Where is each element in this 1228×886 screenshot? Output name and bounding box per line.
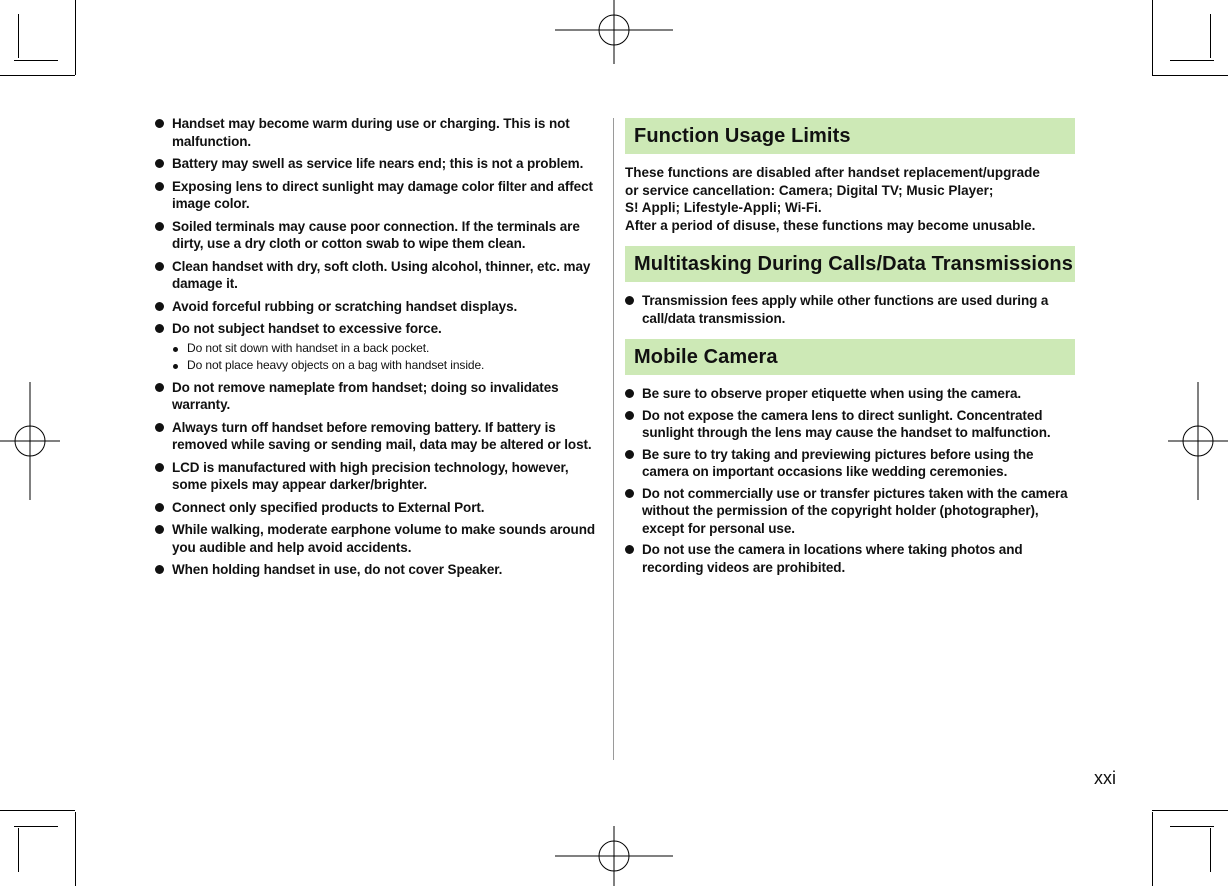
paragraph-line: or service cancellation: Camera; Digital TV; Music Player; <box>625 182 994 198</box>
list-item: Clean handset with dry, soft cloth. Using alcohol, thinner, etc. may damage it. <box>155 258 595 293</box>
list-item: Battery may swell as service life nears end; this is not a problem. <box>155 155 595 173</box>
sub-list-item: Do not place heavy objects on a bag with handset inside. <box>172 357 595 374</box>
precautions-list <box>155 115 595 579</box>
bullet-icon <box>155 119 164 128</box>
registration-mark-left <box>0 382 60 500</box>
list-item: Connect only specified products to External Port. <box>155 499 595 517</box>
function-usage-paragraph <box>625 164 1075 234</box>
left-column <box>155 115 595 584</box>
bullet-icon <box>155 463 164 472</box>
section-heading-multitasking: Multitasking During Calls/Data Transmissions <box>625 246 1075 282</box>
bullet-icon <box>155 262 164 271</box>
list-item: Transmission fees apply while other functions are used during a call/data transmission. <box>625 292 1075 327</box>
crop-mark <box>1152 812 1153 886</box>
list-item: Soiled terminals may cause poor connection. If the terminals are dirty, use a dry cloth or cotton swab to wipe them clean. <box>155 218 595 253</box>
sub-list-item: Do not sit down with handset in a back pocket. <box>172 340 595 357</box>
small-bullet-icon <box>173 364 178 369</box>
bullet-icon <box>155 302 164 311</box>
list-item: While walking, moderate earphone volume to make sounds around you audible and help avoid accidents. <box>155 521 595 556</box>
list-item: When holding handset in use, do not cover Speaker. <box>155 561 595 579</box>
bullet-icon <box>155 222 164 231</box>
column-divider <box>613 118 614 760</box>
crop-mark <box>1152 0 1153 75</box>
registration-mark-bottom <box>555 826 673 886</box>
paragraph-line: These functions are disabled after handset replacement/upgrade <box>625 165 1040 180</box>
registration-mark-top <box>555 0 673 64</box>
mobile-camera-list <box>625 385 1075 576</box>
bullet-icon <box>155 159 164 168</box>
crop-mark <box>1152 810 1228 811</box>
multitasking-list <box>625 292 1075 327</box>
crop-mark <box>1152 75 1228 76</box>
bullet-icon <box>155 503 164 512</box>
crop-mark <box>1170 60 1214 61</box>
right-column <box>625 118 1075 580</box>
section-heading-function-usage-limits: Function Usage Limits <box>625 118 1075 154</box>
crop-mark <box>14 826 58 827</box>
list-item: Handset may become warm during use or charging. This is not malfunction. <box>155 115 595 150</box>
crop-mark <box>18 828 19 872</box>
small-bullet-icon <box>173 347 178 352</box>
bullet-icon <box>155 423 164 432</box>
bullet-icon <box>155 383 164 392</box>
list-item: Do not subject handset to excessive force. Do not sit down with handset in a back pocket. Do not place heavy objects on a bag with handset inside. <box>155 320 595 374</box>
list-item: Be sure to try taking and previewing pictures before using the camera on important occasions like wedding ceremonies. <box>625 446 1075 481</box>
list-item: LCD is manufactured with high precision technology, however, some pixels may appear darker/brighter. <box>155 459 595 494</box>
bullet-icon <box>155 525 164 534</box>
list-item: Always turn off handset before removing battery. If battery is removed while saving or sending mail, data may be altered or lost. <box>155 419 595 454</box>
bullet-icon <box>155 565 164 574</box>
sub-list <box>172 340 595 374</box>
bullet-icon <box>625 296 634 305</box>
list-item: Avoid forceful rubbing or scratching handset displays. <box>155 298 595 316</box>
paragraph-line: After a period of disuse, these functions may become unusable. <box>625 217 1036 233</box>
crop-mark <box>75 0 76 75</box>
list-item: Exposing lens to direct sunlight may damage color filter and affect image color. <box>155 178 595 213</box>
paragraph-line: S! Appli; Lifestyle-Appli; Wi-Fi. <box>625 200 822 215</box>
crop-mark <box>14 60 58 61</box>
bullet-icon <box>625 545 634 554</box>
list-item: Do not remove nameplate from handset; doing so invalidates warranty. <box>155 379 595 414</box>
registration-mark-right <box>1168 382 1228 500</box>
list-item: Do not expose the camera lens to direct sunlight. Concentrated sunlight through the lens may cause the handset to malfunction. <box>625 407 1075 442</box>
bullet-icon <box>625 450 634 459</box>
list-item: Be sure to observe proper etiquette when using the camera. <box>625 385 1075 403</box>
bullet-icon <box>625 389 634 398</box>
bullet-icon <box>625 411 634 420</box>
page-number: xxi <box>1094 768 1116 788</box>
crop-mark <box>75 812 76 886</box>
list-item: Do not commercially use or transfer pictures taken with the camera without the permission of the copyright holder (photographer), except for personal use. <box>625 485 1075 538</box>
crop-mark <box>0 75 75 76</box>
crop-mark <box>18 14 19 58</box>
crop-mark <box>0 810 75 811</box>
crop-mark <box>1210 14 1211 58</box>
section-heading-mobile-camera: Mobile Camera <box>625 339 1075 375</box>
list-item: Do not use the camera in locations where taking photos and recording videos are prohibited. <box>625 541 1075 576</box>
bullet-icon <box>155 324 164 333</box>
bullet-icon <box>625 489 634 498</box>
crop-mark <box>1210 828 1211 872</box>
bullet-icon <box>155 182 164 191</box>
crop-mark <box>1170 826 1214 827</box>
